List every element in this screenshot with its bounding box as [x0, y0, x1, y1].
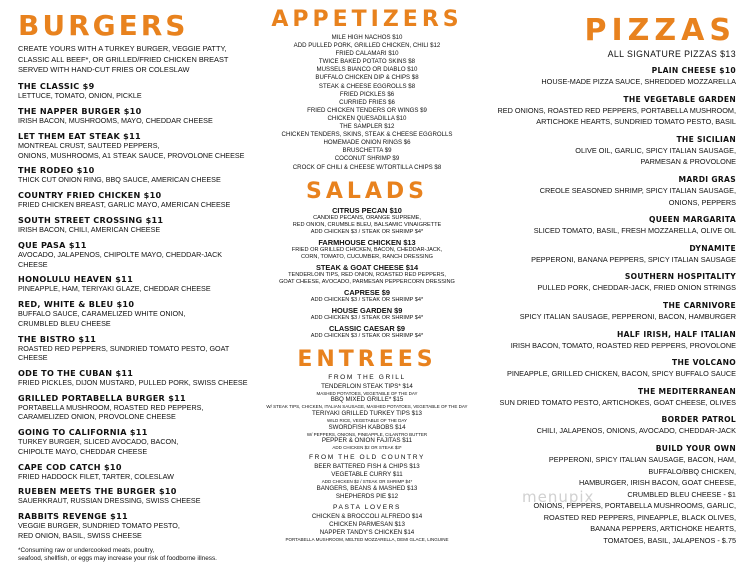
item-description: ROASTED RED PEPPERS, SUNDRIED TOMATO PESTO, GOAT CHEESE — [18, 343, 230, 363]
menu-item — [18, 511, 253, 540]
item-name: RED, WHITE & BLEU $10 — [18, 299, 135, 310]
entrees-title: ENTREES — [297, 346, 437, 372]
middle-column — [262, 0, 472, 543]
item-name: STEAK & GOAT CHEESE $14 — [315, 262, 419, 272]
item-name: BORDER PATROL — [661, 415, 736, 425]
entree-list — [262, 374, 472, 543]
menu-item — [18, 165, 253, 184]
salad-list — [262, 206, 472, 340]
pizzas-section — [478, 0, 736, 547]
item-description: ADD CHICKEN $2 / STEAK OR SHRIMP $4* — [321, 479, 413, 485]
item-name: TENDERLOIN STEAK TIPS* $14 — [321, 382, 413, 390]
item-name: SHEPHERDS PIE $12 — [335, 492, 399, 500]
item-description: WILD RICE, VEGETABLE OF THE DAY — [326, 418, 407, 423]
appetizer-line: HOMEMADE ONION RINGS $6 — [323, 139, 411, 147]
item-name: CAPRESE $9 — [343, 287, 390, 297]
item-description: GOAT CHEESE, AVOCADO, PARMESAN PEPPERCORN DRESSING — [279, 278, 455, 285]
item-description: IRISH BACON, TOMATO, ROASTED RED PEPPERS, PROVOLONE — [510, 340, 736, 350]
item-name: THE RODEO $10 — [18, 165, 95, 176]
menu-item — [18, 368, 253, 387]
menu-item — [18, 462, 253, 481]
appetizer-line: CROCK OF CHILI & CHEESE W/TORTILLA CHIPS $8 — [292, 163, 442, 171]
intro-line: CREATE YOURS WITH A TURKEY BURGER, VEGGIE PATTY, — [18, 44, 227, 53]
pizza-item — [478, 95, 736, 128]
appetizer-line: ADD PULLED PORK, GRILLED CHICKEN, CHILI $12 — [293, 42, 441, 50]
appetizer-line: CHICKEN QUESADILLA $10 — [327, 114, 407, 122]
pizza-item — [478, 175, 736, 208]
item-name: THE NAPPER BURGER $10 — [18, 106, 142, 117]
pizza-item — [478, 272, 736, 294]
note-line: *Consuming raw or undercooked meats, poultry, — [18, 547, 155, 555]
salads-title: SALADS — [305, 178, 429, 204]
intro-line: SERVED WITH HAND-CUT FRIES OR COLESLAW — [18, 65, 190, 75]
entree-item — [262, 493, 472, 501]
item-description: AVOCADO, JALAPENOS, CHIPOLTE MAYO, CHEDDAR-JACK CHEESE — [18, 250, 223, 269]
entree-item — [262, 383, 472, 397]
pizza-item — [478, 66, 736, 88]
appetizer-line: THE SAMPLER $12 — [339, 123, 395, 131]
item-name: CHICKEN & BROCCOLI ALFREDO $14 — [311, 512, 423, 520]
menu-item — [18, 334, 253, 363]
item-description: FRIED OR GRILLED CHICKEN, BACON, CHEDDAR-JACK, — [291, 246, 443, 253]
item-name: PLAIN CHEESE $10 — [651, 66, 736, 75]
pizza-item — [478, 330, 736, 352]
item-description: BANANA PEPPERS, ARTICHOKE HEARTS, — [590, 524, 736, 534]
item-description: TENDERLOIN TIPS, RED ONION, ROASTED RED PEPPERS, — [288, 271, 446, 278]
item-name: LET THEM EAT STEAK $11 — [18, 131, 141, 142]
pizza-item — [478, 358, 736, 380]
item-name: THE BISTRO $11 — [18, 333, 97, 344]
item-description: HOUSE-MADE PIZZA SAUCE, SHREDDED MOZZARELLA — [541, 77, 736, 86]
item-description: RED ONION, BASIL, SWISS CHEESE — [18, 530, 142, 540]
pizza-item — [478, 387, 736, 409]
item-description: CRUMBLED BLEU CHEESE - $1 — [627, 489, 736, 499]
item-description: LETTUCE, TOMATO, ONION, PICKLE — [18, 91, 142, 101]
entree-item — [262, 463, 472, 471]
pizza-list — [478, 66, 736, 547]
item-name: HOUSE GARDEN $9 — [331, 305, 403, 315]
item-name: MARDI GRAS — [678, 174, 736, 184]
item-name: THE SICILIAN — [676, 134, 736, 144]
item-description: CRUMBLED BLEU CHEESE — [18, 318, 111, 328]
appetizer-line: CURRIED FRIES $6 — [339, 98, 395, 106]
pizza-item — [478, 215, 736, 237]
item-description: ONIONS, MUSHROOMS, A1 STEAK SAUCE, PROVOLONE CHEESE — [18, 150, 245, 160]
menu-item — [18, 190, 253, 209]
burgers-title: BURGERS — [18, 9, 189, 42]
item-description: CHILI, JALAPENOS, ONIONS, AVOCADO, CHEDDAR-JACK — [536, 426, 736, 436]
menu-item — [18, 427, 253, 456]
menu-item — [18, 299, 253, 328]
item-description: CANDIED PECANS, ORANGE SUPREME, — [313, 214, 421, 221]
item-description: PORTABELLA MUSHROOM, MELTED MOZZARELLA, DEMI GLACE, LINGUINE — [285, 536, 449, 542]
item-description: ADD CHICKEN $3 / STEAK OR SHRIMP $4* — [310, 332, 424, 339]
note-line: seafood, shellfish, or eggs may increase your risk of foodborne illness. — [18, 555, 217, 563]
item-name: VEGETABLE CURRY $11 — [331, 471, 403, 479]
item-name: GOING TO CALIFORNIA $11 — [18, 427, 148, 438]
raw-food-note — [18, 547, 253, 563]
item-name: NAPPER TANDY'S CHICKEN $14 — [319, 528, 415, 536]
item-description: RED ONION, CRUMBLE BLEU, BALSAMIC VINAIGRETTE — [292, 221, 442, 228]
item-description: FRIED CHICKEN BREAST, GARLIC MAYO, AMERICAN CHEESE — [18, 200, 231, 210]
item-description: PEPPERONI, BANANA PEPPERS, SPICY ITALIAN SAUSAGE — [531, 254, 736, 264]
watermark: menupix — [522, 488, 595, 506]
item-name: SOUTH STREET CROSSING $11 — [18, 215, 164, 226]
item-description: PINEAPPLE, HAM, TERIYAKI GLAZE, CHEDDAR CHEESE — [18, 284, 211, 294]
item-description: ARTICHOKE HEARTS, SUNDRIED TOMATO PESTO, BASIL — [536, 117, 736, 127]
entree-item — [262, 437, 472, 451]
item-name: GRILLED PORTABELLA BURGER $11 — [18, 392, 186, 403]
appetizer-line: COCONUT SHRIMP $9 — [334, 155, 400, 163]
item-description: CHIPOLTE MAYO, CHEDDAR CHEESE — [18, 446, 148, 456]
appetizer-line: STEAK & CHEESE EGGROLLS $8 — [318, 82, 416, 90]
item-description: SPICY ITALIAN SAUSAGE, PEPPERONI, BACON, HAMBURGER — [519, 311, 736, 321]
pizza-item — [478, 444, 736, 547]
menu-item — [18, 486, 253, 505]
menu-item — [18, 240, 253, 269]
salad-item — [262, 324, 472, 340]
item-name: SWORDFISH KABOBS $14 — [328, 423, 406, 431]
appetizers-title: APPETIZERS — [271, 7, 463, 32]
entree-group-label: FROM THE OLD COUNTRY — [308, 454, 425, 462]
item-name: SOUTHERN HOSPITALITY — [624, 272, 736, 282]
item-description: BUFFALO/BBQ CHICKEN, — [648, 466, 736, 476]
item-name: QUE PASA $11 — [18, 240, 87, 251]
item-name: THE CLASSIC $9 — [18, 81, 95, 92]
appetizer-line: FRIED PICKLES $6 — [339, 90, 395, 98]
item-name: THE CARNIVORE — [663, 300, 736, 310]
item-description: FRIED PICKLES, DIJON MUSTARD, PULLED PORK, SWISS CHEESE — [18, 377, 248, 387]
item-description: ADD CHICKEN $2 OR STEAK $3* — [332, 445, 402, 451]
item-description: HAMBURGER, IRISH BACON, GOAT CHEESE, — [578, 478, 736, 488]
item-name: COUNTRY FRIED CHICKEN $10 — [18, 190, 162, 201]
entree-group-label: FROM THE GRILL — [328, 373, 406, 381]
item-description: SLICED TOMATO, BASIL, FRESH MOZZARELLA, OLIVE OIL — [533, 226, 736, 236]
item-name: RUEBEN MEETS THE BURGER $10 — [18, 486, 177, 497]
entree-item — [262, 521, 472, 529]
item-name: CITRUS PECAN $10 — [332, 205, 402, 215]
burger-list — [18, 81, 253, 540]
appetizer-line: FRIED CALAMARI $10 — [335, 50, 399, 58]
salad-item — [262, 238, 472, 261]
item-name: DYNAMITE — [689, 243, 736, 253]
item-description: ONIONS, PEPPERS — [668, 197, 736, 207]
item-name: THE MEDITERRANEAN — [637, 386, 736, 396]
item-description: PULLED PORK, CHEDDAR-JACK, FRIED ONION STRINGS — [537, 283, 736, 293]
item-name: CAPE COD CATCH $10 — [18, 461, 122, 472]
menu-item — [18, 131, 253, 160]
item-description: FRIED HADDOCK FILET, TARTER, COLESLAW — [18, 471, 174, 481]
item-description: MASHED POTATOES, VEGETABLE OF THE DAY — [316, 390, 418, 396]
item-description: MONTREAL CRUST, SAUTEED PEPPERS, — [18, 141, 160, 151]
item-description: PEPPERONI, SPICY ITALIAN SAUSAGE, BACON, HAM, — [548, 454, 736, 464]
pizza-item — [478, 244, 736, 266]
item-description: ROASTED RED PEPPERS, PINEAPPLE, BLACK OLIVES, — [543, 512, 736, 522]
appetizer-line: MILE HIGH NACHOS $10 — [331, 34, 403, 41]
item-name: TERIYAKI GRILLED TURKEY TIPS $13 — [312, 410, 422, 417]
item-description: BUFFALO SAUCE, CARAMELIZED WHITE ONION, — [18, 309, 186, 319]
entree-group-label: PASTA LOVERS — [332, 503, 402, 511]
entree-item — [262, 396, 472, 410]
menu-item — [18, 274, 253, 293]
entree-item — [262, 529, 472, 543]
salad-item — [262, 288, 472, 304]
item-description: IRISH BACON, MUSHROOMS, MAYO, CHEDDAR CHEESE — [18, 116, 213, 126]
salad-item — [262, 306, 472, 322]
item-name: BUILD YOUR OWN — [655, 443, 736, 453]
item-description: IRISH BACON, CHILI, AMERICAN CHEESE — [18, 225, 161, 235]
appetizer-line: TWICE BAKED POTATO SKINS $8 — [318, 58, 416, 66]
item-name: BANGERS, BEANS & MASHED $13 — [316, 484, 418, 492]
item-description: PARMESAN & PROVOLONE — [640, 157, 736, 167]
item-name: FARMHOUSE CHICKEN $13 — [318, 237, 416, 247]
item-name: QUEEN MARGARITA — [648, 215, 736, 225]
appetizer-line: MUSSELS BIANCO OR DIABLO $10 — [316, 66, 418, 74]
item-name: RABBITS REVENGE $11 — [18, 511, 128, 522]
item-description: CREOLE SEASONED SHRIMP, SPICY ITALIAN SAUSAGE, — [539, 185, 736, 195]
burgers-intro — [18, 44, 253, 76]
menu-item — [18, 81, 253, 100]
pizza-item — [478, 301, 736, 323]
item-description: W/ PEPPERS, ONIONS, PINEAPPLE, CILANTRO BUTTER — [306, 431, 428, 437]
pizzas-subtitle: ALL SIGNATURE PIZZAS $13 — [607, 49, 736, 59]
salad-item — [262, 206, 472, 236]
appetizer-line: BUFFALO CHICKEN DIP & CHIPS $8 — [315, 74, 419, 82]
appetizer-line: CHICKEN TENDERS, SKINS, STEAK & CHEESE EGGROLLS — [281, 131, 453, 139]
entree-item — [262, 424, 472, 438]
pizzas-title: PIZZAS — [584, 13, 736, 48]
item-description: W/ STEAK TIPS, CHICKEN, ITALIAN SAUSAGE, MASHED POTATOES, VEGETABLE OF THE DAY — [266, 404, 468, 410]
item-name: THE VEGETABLE GARDEN — [623, 94, 736, 104]
burgers-section — [18, 0, 253, 563]
item-name: PEPPER & ONION FAJITAS $11 — [321, 437, 413, 445]
menu-item — [18, 106, 253, 125]
appetizer-line: FRIED CHICKEN TENDERS OR WINGS $9 — [307, 106, 427, 114]
item-description: CORN, TOMATO, CUCUMBER, RANCH DRESSING — [301, 253, 433, 260]
intro-line: CLASSIC ALL BEEF*, OR GRILLED/FRIED CHICKEN BREAST — [18, 54, 229, 64]
item-description: SUN DRIED TOMATO PESTO, ARTICHOKES, GOAT CHEESE, OLIVES — [499, 397, 736, 407]
item-description: PORTABELLA MUSHROOM, ROASTED RED PEPPERS, — [18, 402, 204, 412]
item-name: BEER BATTERED FISH & CHIPS $13 — [314, 463, 420, 471]
pizza-item — [478, 135, 736, 168]
item-description: PINEAPPLE, GRILLED CHICKEN, BACON, SPICY BUFFALO SAUCE — [507, 369, 736, 379]
menu-item — [18, 393, 253, 422]
item-name: HALF IRISH, HALF ITALIAN — [616, 329, 736, 339]
item-description: ONIONS, PEPPERS, PORTABELLA MUSHROOMS, GARLIC, — [533, 501, 736, 511]
item-name: CHICKEN PARMESAN $13 — [329, 520, 405, 528]
item-description: SAUERKRAUT, RUSSIAN DRESSING, SWISS CHEESE — [18, 496, 201, 506]
pizza-item — [478, 415, 736, 437]
item-description: RED ONIONS, ROASTED RED PEPPERS, PORTABELLA MUSHROOM, — [497, 105, 736, 115]
item-description: ADD CHICKEN $3 / STEAK OR SHRIMP $4* — [310, 296, 424, 303]
item-description: TOMATOES, BASIL, JALAPENOS - $.75 — [603, 536, 736, 546]
entree-item — [262, 410, 472, 424]
item-description: ADD CHICKEN $3 / STEAK OR SHRIMP $4* — [310, 314, 424, 321]
item-name: ODE TO THE CUBAN $11 — [18, 367, 134, 378]
item-description: OLIVE OIL, GARLIC, SPICY ITALIAN SAUSAGE, — [575, 145, 736, 155]
item-description: ADD CHICKEN $3 / STEAK OR SHRIMP $4* — [310, 228, 424, 235]
item-name: CLASSIC CAESAR $9 — [329, 323, 405, 333]
salad-item — [262, 263, 472, 286]
item-name: BBQ MIXED GRILLE* $15 — [330, 396, 404, 404]
menu-item — [18, 215, 253, 234]
appetizer-list — [262, 34, 472, 172]
item-description: THICK CUT ONION RING, BBQ SAUCE, AMERICAN CHEESE — [18, 175, 221, 185]
entree-item — [262, 471, 472, 485]
item-description: TURKEY BURGER, SLICED AVOCADO, BACON, — [18, 437, 179, 447]
appetizer-line: BRUSCHETTA $9 — [342, 147, 392, 155]
item-name: THE VOLCANO — [672, 358, 736, 368]
entree-item — [262, 513, 472, 521]
item-description: VEGGIE BURGER, SUNDRIED TOMATO PESTO, — [18, 521, 180, 531]
item-description: CARAMELIZED ONION, PROVOLONE CHEESE — [18, 412, 176, 422]
entree-item — [262, 485, 472, 493]
item-name: HONOLULU HEAVEN $11 — [18, 274, 134, 285]
